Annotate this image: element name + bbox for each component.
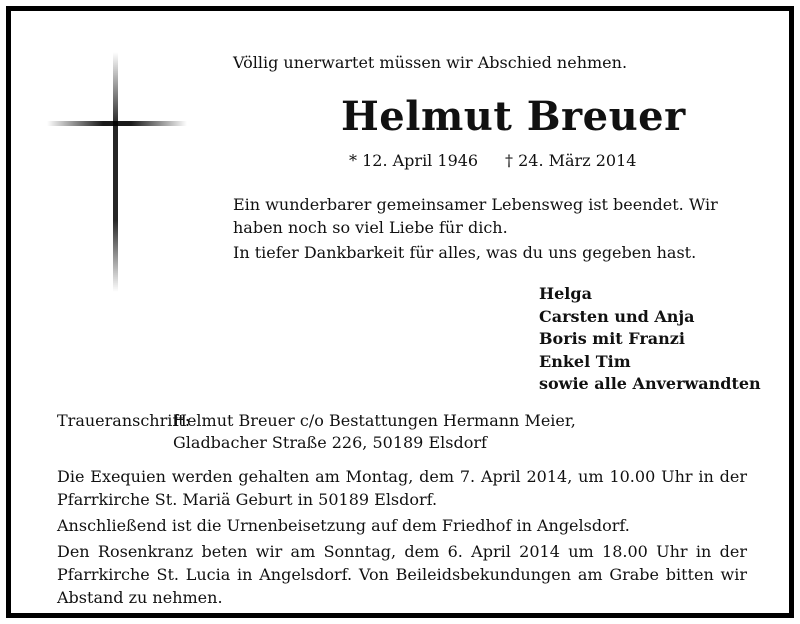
birth-date: * 12. April 1946 bbox=[349, 151, 479, 170]
deceased-name: Helmut Breuer bbox=[341, 93, 686, 140]
mourner: Helga bbox=[539, 284, 592, 303]
exequien-text: Die Exequien werden gehalten am Montag, dem 7. April 2014, um 10.00 Uhr in der Pfarrkirche St. Mariä Geburt in 50189 Elsdorf. bbox=[57, 467, 747, 509]
mourner: sowie alle Anverwandten bbox=[539, 374, 761, 393]
mourners-list bbox=[539, 283, 761, 396]
farewell-text: Ein wunderbarer gemeinsamer Lebensweg ist beendet. Wir haben noch so viel Liebe für dich. bbox=[233, 195, 718, 237]
mourner: Carsten und Anja bbox=[539, 306, 695, 326]
gratitude-text: In tiefer Dankbarkeit für alles, was du uns gegeben hast. bbox=[233, 243, 697, 262]
death-date: † 24. März 2014 bbox=[505, 151, 637, 170]
mourner: Boris mit Franzi bbox=[539, 329, 685, 348]
address-label: Traueranschrift: bbox=[57, 411, 191, 430]
cross-icon bbox=[47, 47, 187, 297]
address-line-1: Helmut Breuer c/o Bestattungen Hermann Meier, bbox=[173, 411, 576, 430]
obituary-notice bbox=[6, 6, 794, 618]
rosary-text: Den Rosenkranz beten wir am Sonntag, dem 6. April 2014 um 18.00 Uhr in der Pfarrkirche St. Lucia in Angelsdorf. Von Beileidsbekundungen am Grabe bitten wir Abstand zu nehmen. bbox=[57, 542, 747, 607]
address-line-2: Gladbacher Straße 226, 50189 Elsdorf bbox=[173, 433, 487, 452]
mourner: Enkel Tim bbox=[539, 351, 631, 371]
intro-text: Völlig unerwartet müssen wir Abschied nehmen. bbox=[233, 53, 628, 72]
urn-burial-text: Anschließend ist die Urnenbeisetzung auf dem Friedhof in Angelsdorf. bbox=[57, 516, 630, 535]
